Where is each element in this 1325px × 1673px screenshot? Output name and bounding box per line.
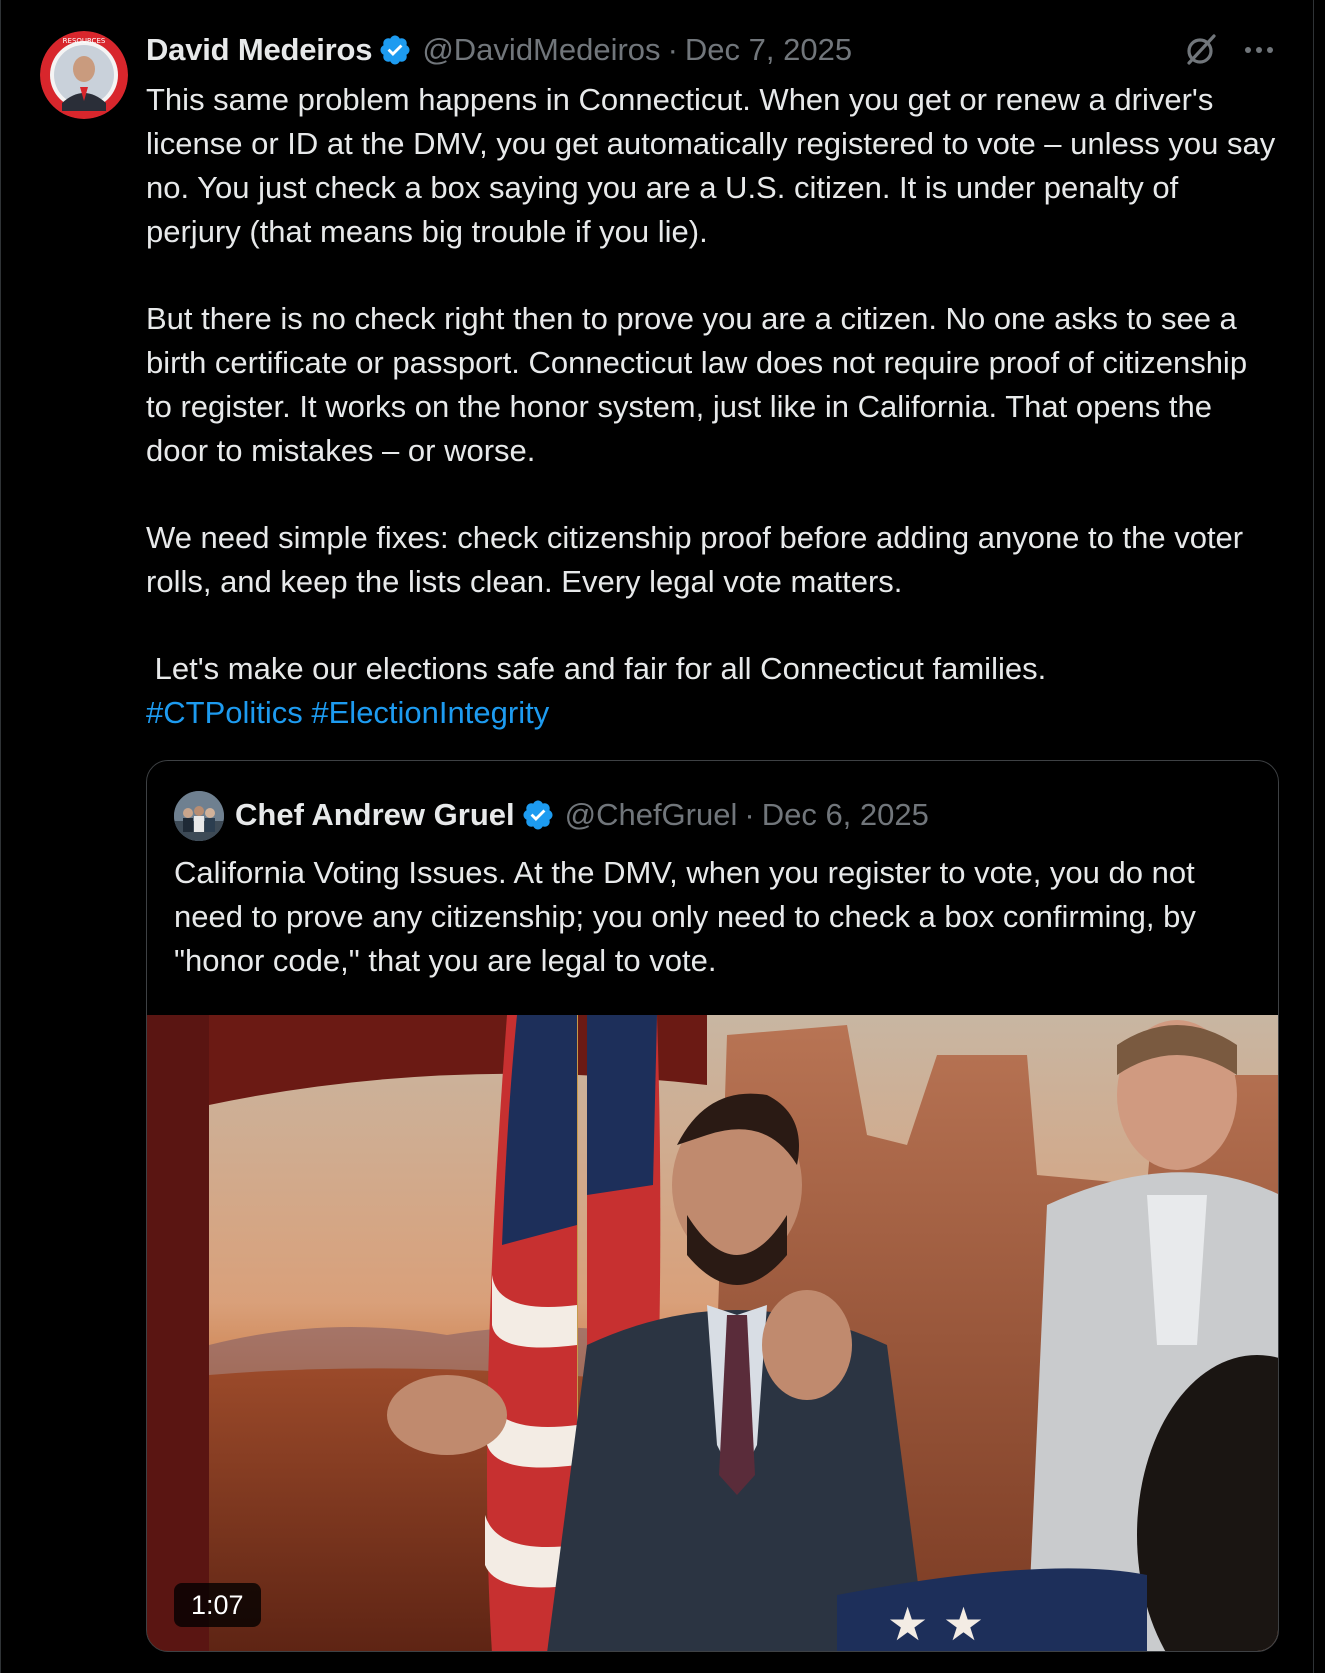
verified-badge-icon <box>378 33 412 67</box>
hashtag-electionintegrity[interactable]: #ElectionIntegrity <box>311 695 550 730</box>
post-paragraph-4: Let's make our elections safe and fair for all Connecticut families. <box>146 651 1047 686</box>
quoted-author-avatar[interactable] <box>174 791 224 841</box>
svg-text:★ ★: ★ ★ <box>887 1597 985 1651</box>
post-header <box>146 30 852 70</box>
video-duration: 1:07 <box>174 1583 261 1627</box>
author-name[interactable]: David Medeiros <box>146 32 373 67</box>
svg-text:RESOURCES: RESOURCES <box>62 37 106 45</box>
author-handle[interactable]: @DavidMedeiros <box>422 32 661 67</box>
quoted-header <box>235 793 929 837</box>
more-icon[interactable] <box>1239 30 1279 70</box>
quoted-post[interactable] <box>146 760 1279 1652</box>
quoted-author-handle[interactable]: @ChefGruel <box>564 797 738 832</box>
post-paragraph-2: But there is no check right then to prove you are a citizen. No one asks to see a birth certificate or passport. Connecticut law does not require proof of citizenship to register. It works on the honor system, just like in California. That opens the door to mistakes – or worse. <box>146 301 1248 468</box>
post-paragraph-3: We need simple fixes: check citizenship proof before adding anyone to the voter rolls, and keep the lists clean. Every legal vote matters. <box>146 520 1244 599</box>
quoted-author-name[interactable]: Chef Andrew Gruel <box>235 797 515 832</box>
author-avatar[interactable] <box>40 31 128 119</box>
quoted-header-separator: · <box>744 797 755 832</box>
video-thumbnail[interactable] <box>147 1015 1279 1652</box>
quoted-text: California Voting Issues. At the DMV, when you register to vote, you do not need to prove any citizenship; you only need to check a box confirming, by "honor code," that you are legal to vote. <box>174 855 1196 978</box>
post-body <box>146 78 1276 735</box>
grok-icon[interactable] <box>1181 30 1221 70</box>
hashtag-ctpolitics[interactable]: #CTPolitics <box>146 695 303 730</box>
post-date[interactable]: Dec 7, 2025 <box>684 32 853 67</box>
header-separator: · <box>667 32 678 67</box>
post[interactable] <box>1 0 1315 1673</box>
hashtags <box>146 691 1276 735</box>
verified-badge-icon <box>521 798 555 832</box>
post-paragraph-1: This same problem happens in Connecticut. When you get or renew a driver's license or ID at the DMV, you get automatically registered to vote – unless you say no. You just check a box saying you are a U.S. citizen. It is under penalty of perjury (that means big trouble if you lie). <box>146 82 1276 249</box>
quoted-post-date[interactable]: Dec 6, 2025 <box>761 797 929 832</box>
